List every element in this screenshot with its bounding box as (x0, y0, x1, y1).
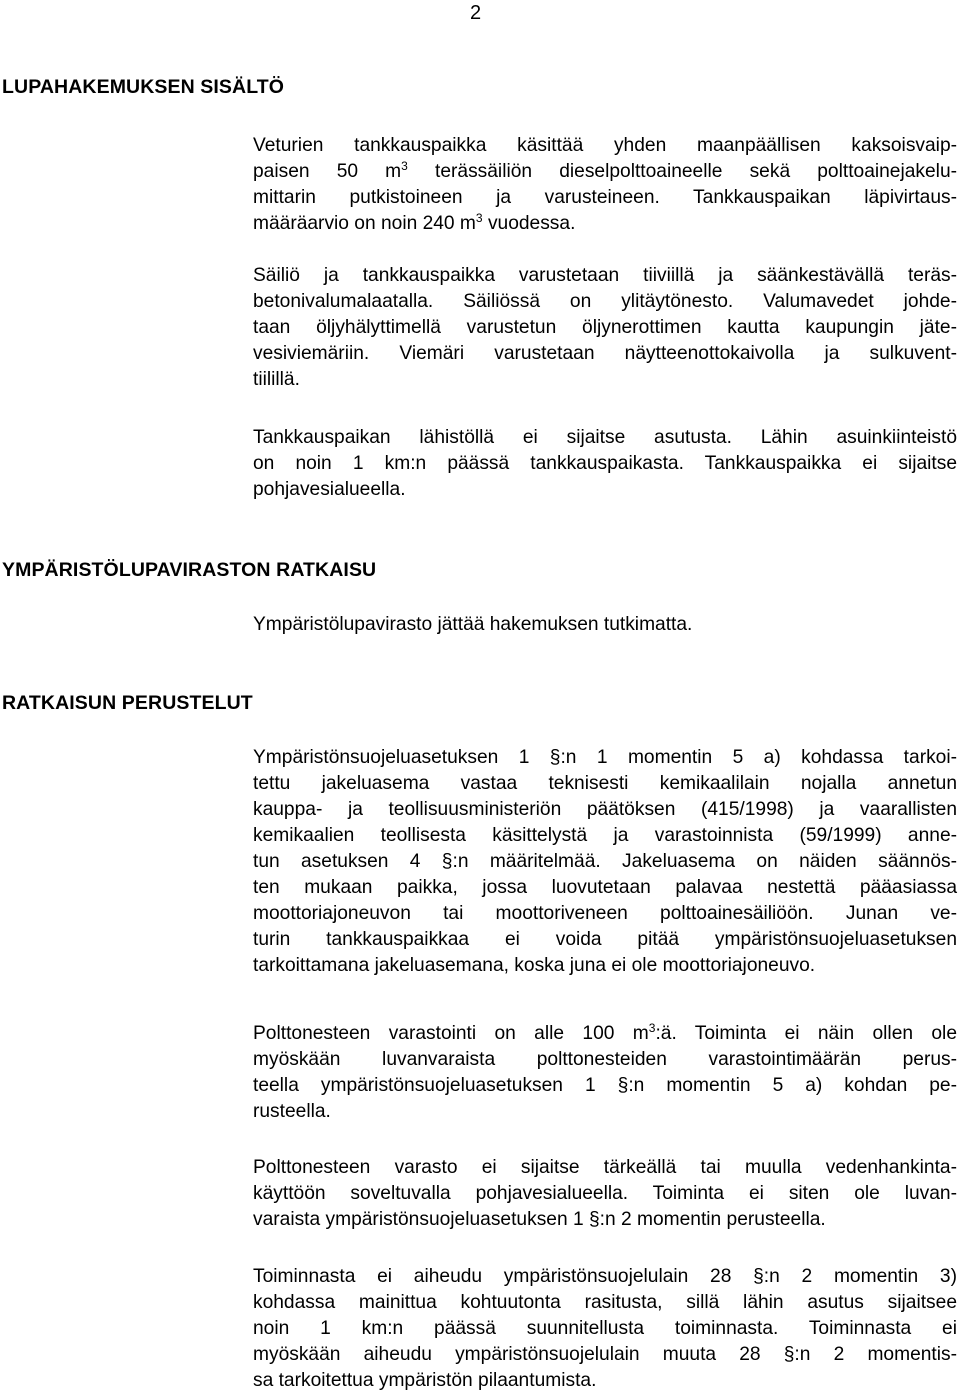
text-line: tun asetuksen 4 §:n määritelmää. Jakeluasema on näiden säännös- (253, 851, 957, 872)
text-line: turin tankkauspaikkaa ei voida pitää ympäristönsuojeluasetuksen (253, 929, 957, 950)
text-line: tarkoittamana jakeluasemana, koska juna ei ole moottoriajoneuvo. (253, 955, 816, 976)
text-line: myöskään aiheudu ympäristönsuojelulain muuta 28 §:n 2 momentis- (253, 1344, 957, 1365)
text-line: määräarvio on noin 240 $m^3$ vuodessa. (253, 211, 576, 234)
section-title-grounds: RATKAISUN PERUSTELUT (2, 692, 253, 714)
text-line: moottoriajoneuvon tai moottoriveneen polttoainesäiliöön. Junan ve- (253, 903, 957, 924)
text-line: sa tarkoitettua ympäristön pilaantumista. (253, 1370, 597, 1391)
text-line: Veturien tankkauspaikka käsittää yhden maanpäällisen kaksoisvaip- (253, 135, 957, 156)
text-line: noin 1 km:n päässä suunnitellusta toiminnasta. Toiminnasta ei (253, 1318, 957, 1339)
text-line: paisen 50 $m^3$ terässäiliön dieselpolttoaineelle sekä polttoainejakelu- (253, 159, 957, 182)
text-line: kohdassa mainittua kohtuutonta rasitusta, sillä lähin asutus sijaitsee (253, 1292, 957, 1313)
text-line: mittarin putkistoineen ja varusteineen. Tankkauspaikan läpivirtaus- (253, 187, 957, 208)
text-line: ten mukaan paikka, jossa luovutetaan palavaa nestettä pääasiassa (253, 877, 957, 898)
section-title-contents: LUPAHAKEMUKSEN SISÄLTÖ (2, 76, 285, 98)
text-line: Säiliö ja tankkauspaikka varustetaan tiiviillä ja säänkestävällä teräs- (253, 265, 957, 286)
page-number: 2 (470, 2, 482, 24)
text-line: taan öljyhälyttimellä varustetun öljynerottimen kautta kaupungin jäte- (253, 317, 957, 338)
text-line: Polttonesteen varasto ei sijaitse tärkeällä tai muulla vedenhankinta- (253, 1157, 957, 1178)
text-line: teella ympäristönsuojeluasetuksen 1 §:n momentin 5 a) kohdan pe- (253, 1075, 957, 1096)
text-line: betonivalumalaatalla. Säiliössä on ylitäytönesto. Valumavedet johde- (253, 291, 957, 312)
text-line: tettu jakeluasema vastaa teknisesti kemikaalilain nojalla annetun (253, 773, 957, 794)
section-title-decision: YMPÄRISTÖLUPAVIRASTON RATKAISU (2, 559, 377, 581)
text-line: Polttonesteen varastointi on alle 100 $m^3:ä$. Toiminta ei näin ollen ole (253, 1021, 957, 1044)
decision-text: Ympäristölupavirasto jättää hakemuksen tutkimatta. (253, 614, 693, 635)
text-line: käyttöön soveltuvalla pohjavesialueella. Toiminta ei siten ole luvan- (253, 1183, 957, 1204)
text-line: vesiviemäriin. Viemäri varustetaan näytteenottokaivolla ja sulkuvent- (253, 343, 957, 364)
text-line: on noin 1 km:n päässä tankkauspaikasta. Tankkauspaikka ei sijaitse (253, 453, 957, 474)
text-line: pohjavesialueella. (253, 479, 406, 500)
text-line: Tankkauspaikan lähistöllä ei sijaitse asutusta. Lähin asuinkiinteistö (253, 427, 957, 448)
text-line: kauppa- ja teollisuusministeriön päätöksen (415/1998) ja vaarallisten (253, 799, 957, 820)
text-line: tiilillä. (253, 369, 300, 390)
text-line: Toiminnasta ei aiheudu ympäristönsuojelulain 28 §:n 2 momentin 3) (253, 1266, 957, 1287)
text-line: kemikaalien teollisesta käsittelystä ja varastoinnista (59/1999) anne- (253, 825, 957, 846)
text-line: rusteella. (253, 1101, 331, 1122)
text-line: varaista ympäristönsuojeluasetuksen 1 §:n 2 momentin perusteella. (253, 1209, 826, 1230)
text-line: Ympäristönsuojeluasetuksen 1 §:n 1 momentin 5 a) kohdassa tarkoi- (253, 747, 957, 768)
text-line: myöskään luvanvaraista polttonesteiden varastointimäärän perus- (253, 1049, 957, 1070)
